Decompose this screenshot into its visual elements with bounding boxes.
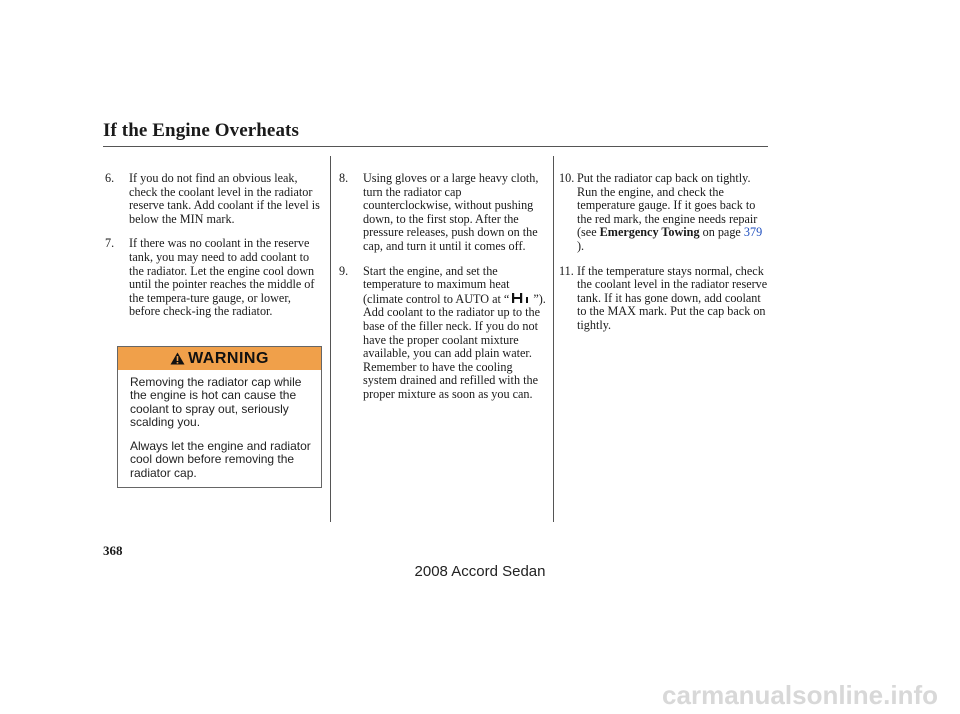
- warning-header: [118, 347, 321, 370]
- item-text: If there was no coolant in the reserve tank, you may need to add coolant to the radiator. Let the engine cool down until the pointer reaches the middle of the tempera-ture gauge, or lower, before check-ing the radiator.: [129, 236, 315, 319]
- item-text: If you do not find an obvious leak, check the coolant level in the radiator reserve tank. Add coolant if the level is below the MIN mark.: [129, 171, 320, 226]
- list-item-11: [559, 265, 771, 333]
- list-item-7: [105, 237, 323, 319]
- item-text: If the temperature stays normal, check the coolant level in the radiator reserve tank. If it has gone down, add coolant to the MAX mark. Put the cap back on tightly.: [577, 263, 768, 332]
- item-number: 9.: [339, 263, 349, 278]
- item-number: 7.: [105, 236, 115, 251]
- item-text-before: Put the radiator cap back on tightly. Run the engine, and check the temperature gauge. If it goes back to the red mark, the engine needs repair (see: [577, 171, 758, 240]
- model-label: 2008 Accord Sedan: [414, 563, 546, 580]
- item-number: 11.: [559, 263, 574, 278]
- on-page-text: on page: [702, 225, 741, 240]
- page-title: If the Engine Overheats: [103, 120, 299, 141]
- item-text-after: ”). Add coolant to the radiator up to the base of the filler neck. If you do not have the proper coolant mixture available, you can add plain water. Remember to have the cooling system drained and refilled with the proper mixture as soon as you can.: [363, 291, 546, 401]
- middle-column: [339, 172, 547, 413]
- item-text-before: Start the engine, and set the temperature to maximum heat (climate control to AUTO at: [363, 263, 510, 306]
- open-quote: “: [503, 291, 510, 306]
- column-divider-right: [553, 156, 554, 522]
- list-item-8: [339, 172, 547, 254]
- emergency-towing-ref: Emergency Towing: [599, 225, 700, 240]
- closing-paren: ).: [577, 238, 585, 253]
- warning-paragraph: Always let the engine and radiator cool down before removing the radiator cap.: [130, 439, 311, 480]
- page-number: 368: [103, 543, 123, 558]
- left-column: [105, 172, 323, 330]
- warning-paragraph: Removing the radiator cap while the engine is hot can cause the coolant to spray out, seriously scalding you.: [130, 375, 302, 429]
- page-379-link[interactable]: 379: [743, 225, 763, 240]
- warning-label: WARNING: [188, 349, 269, 367]
- item-text: [363, 265, 547, 402]
- item-number: 8.: [339, 171, 349, 185]
- title-divider: [103, 146, 768, 147]
- column-divider-left: [330, 156, 331, 522]
- item-text: [577, 172, 771, 254]
- list-item-9: [339, 265, 547, 402]
- list-item-6: [105, 172, 323, 226]
- warning-body: [118, 370, 321, 480]
- item-number: 6.: [105, 171, 115, 185]
- item-text: Using gloves or a large heavy cloth, turn the radiator cap counterclockwise, without pushing down, to the first stop. After the pressure releases, push down on the cap, and turn it until it comes off.: [363, 171, 539, 253]
- item-number: 10.: [559, 171, 575, 185]
- warning-triangle-icon: [170, 352, 185, 365]
- right-column: [559, 172, 771, 344]
- list-item-10: [559, 172, 771, 254]
- watermark: carmanualsonline.info: [662, 680, 938, 710]
- max-heat-icon: [509, 292, 533, 304]
- warning-box: [117, 346, 322, 488]
